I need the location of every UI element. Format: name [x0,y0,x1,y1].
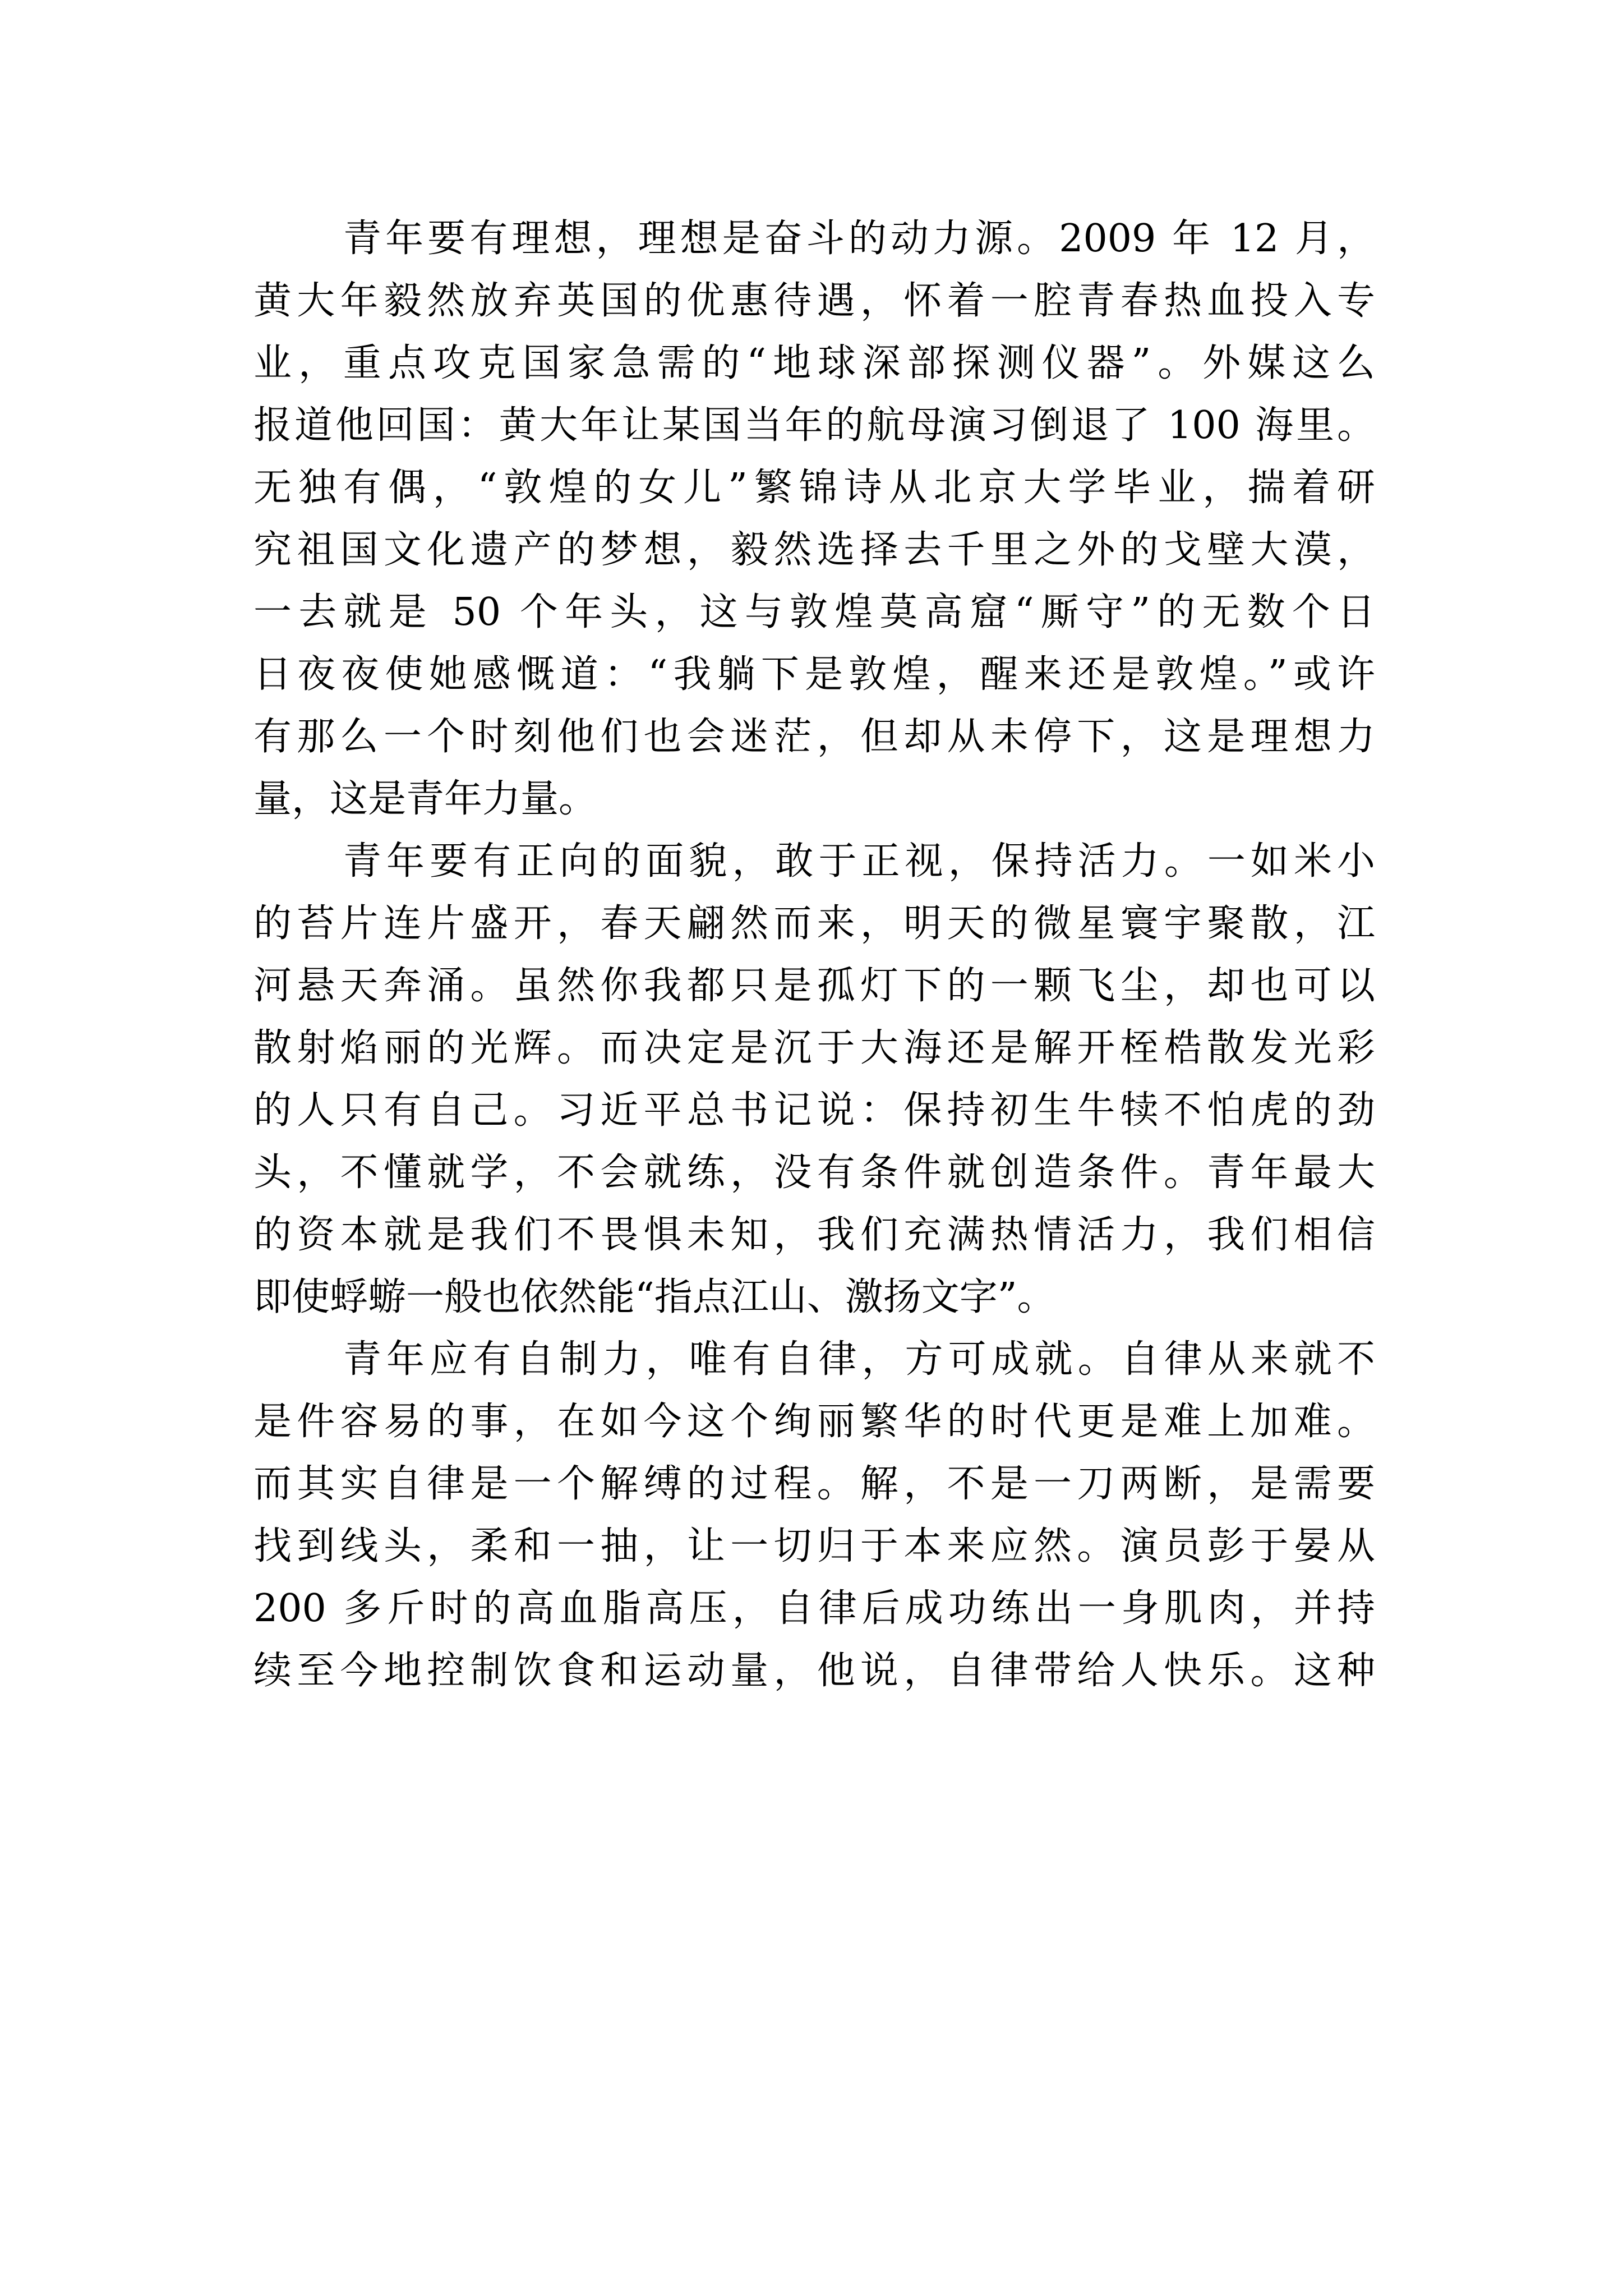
text-line: 的人只有自己。习近平总书记说：保持初生牛犊不怕虎的劲 [253,1088,1375,1133]
text-line: 量，这是青年力量。 [253,777,597,821]
text-line: 青年应有自制力，唯有自律，方可成就。自律从来就不 [343,1337,1375,1382]
text-line: 黄大年毅然放弃英国的优惠待遇，怀着一腔青春热血投入专 [253,279,1375,323]
text-line: 青年要有正向的面貌，敢于正视，保持活力。一如米小 [343,839,1375,884]
text-line: 无独有偶，“敦煌的女儿”繁锦诗从北京大学毕业，揣着研 [253,466,1375,510]
text-line: 一去就是 50 个年头，这与敦煌莫高窟“厮守”的无数个日 [253,590,1375,634]
body-text [253,208,1375,1702]
text-line: 找到线头，柔和一抽，让一切归于本来应然。演员彭于晏从 [253,1524,1375,1568]
text-line: 日夜夜使她感慨道：“我躺下是敦煌，醒来还是敦煌。”或许 [253,652,1375,697]
text-line: 是件容易的事，在如今这个绚丽繁华的时代更是难上加难。 [253,1400,1375,1444]
text-line: 而其实自律是一个解缚的过程。解，不是一刀两断，是需要 [253,1462,1375,1506]
text-line: 业，重点攻克国家急需的“地球深部探测仪器”。外媒这么 [253,341,1375,385]
text-line: 的苔片连片盛开，春天翩然而来，明天的微星寰宇聚散，江 [253,901,1375,946]
paragraph-ideals [253,208,1375,830]
text-line: 续至今地控制饮食和运动量，他说，自律带给人快乐。这种 [253,1649,1375,1693]
text-line: 河悬天奔涌。虽然你我都只是孤灯下的一颗飞尘，却也可以 [253,964,1375,1008]
text-line: 散射焰丽的光辉。而决定是沉于大海还是解开桎梏散发光彩 [253,1026,1375,1070]
text-line: 有那么一个时刻他们也会迷茫，但却从未停下，这是理想力 [253,715,1375,759]
text-line: 即使蜉蝣一般也依然能“指点江山、激扬文字”。 [253,1275,1055,1319]
paragraph-self-discipline [253,1328,1375,1702]
text-line: 200 多斤时的高血脂高压，自律后成功练出一身肌肉，并持 [253,1586,1375,1631]
text-line: 头，不懂就学，不会就练，没有条件就创造条件。青年最大 [253,1151,1375,1195]
text-line: 的资本就是我们不畏惧未知，我们充满热情活力，我们相信 [253,1213,1375,1257]
text-line: 究祖国文化遗产的梦想，毅然选择去千里之外的戈壁大漠， [253,528,1375,572]
paragraph-vitality [253,830,1375,1328]
text-line: 报道他回国：黄大年让某国当年的航母演习倒退了 100 海里。 [253,403,1375,448]
text-line: 青年要有理想，理想是奋斗的动力源。2009 年 12 月， [343,217,1375,261]
